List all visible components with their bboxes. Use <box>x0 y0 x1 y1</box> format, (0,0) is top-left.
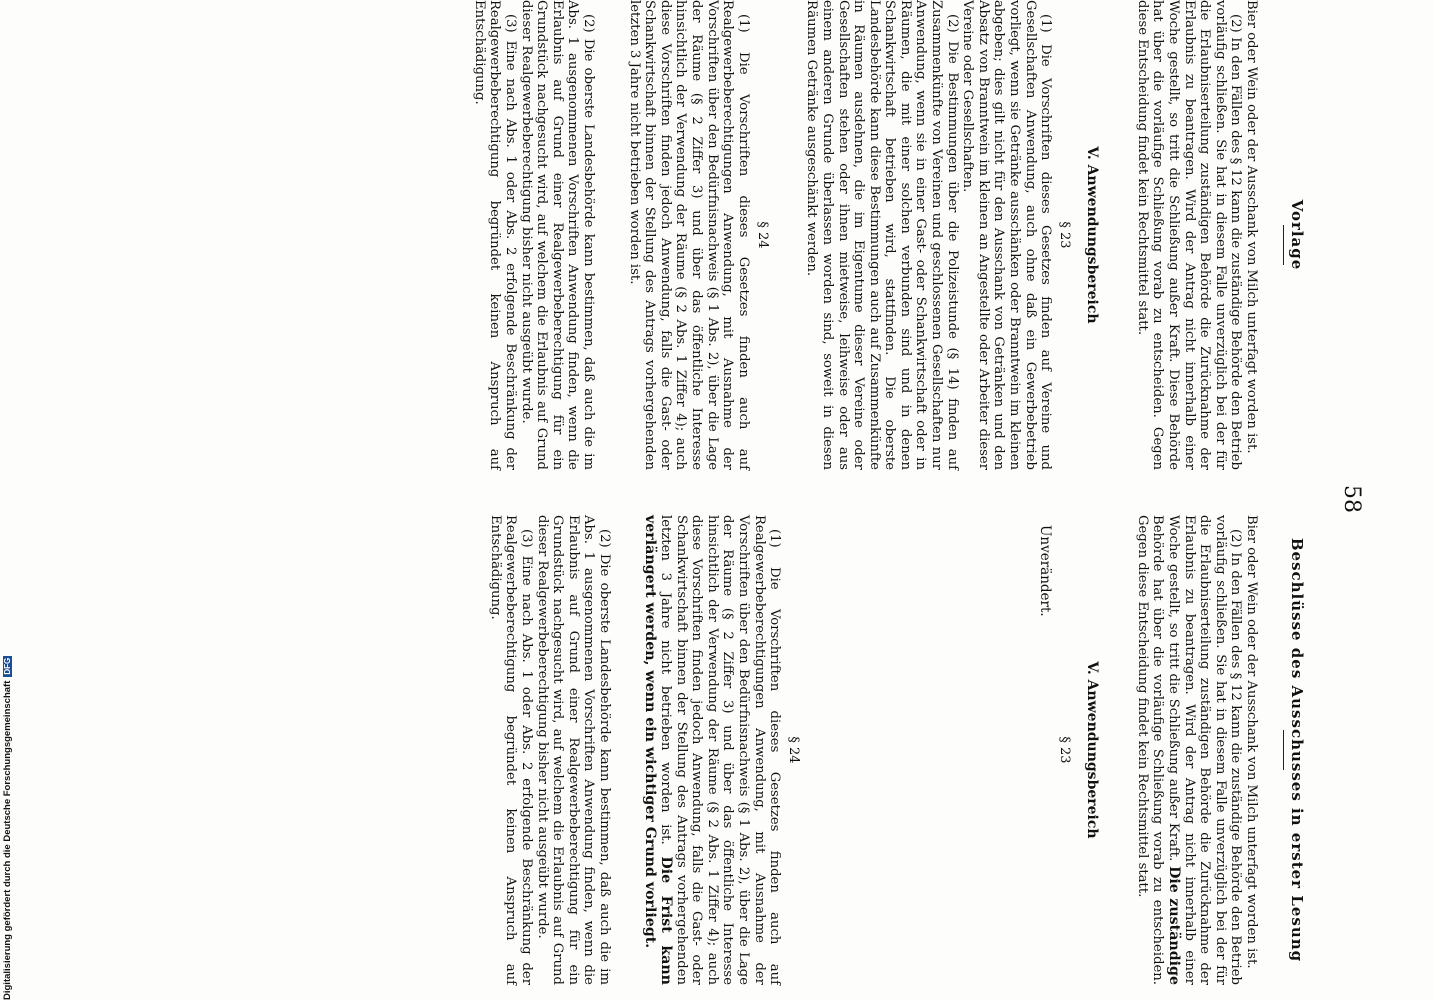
left-paragraph-23 <box>804 0 1054 470</box>
right-paragraph-24 <box>487 515 782 985</box>
right-top-paragraph-2-text: (2) In den Fällen des § 12 kann die zuständige Behörde den Betrieb vorläufig schließen. Sie hat in diesem Falle unverzüglich bei der für die Erlaubniserteilung zuständigen Behörde die Zurücknahme der Erlaubnis zu beantragen. Wird der Antrag nicht innerhalb einer Woche gestellt, so tritt die Schließung außer Kraft. <box>1166 515 1244 985</box>
left-p24-clause-2: (2) Die oberste Landesbehörde kann bestimmen, daß auch die im Abs. 1 ausgenommenen Vorschriften Anwendung finden, wenn die Erlaubnis auf Grund einer Realgewerbeberechtigung für ein Grundstück nachgesucht wird, auf welchem die Erlaubnis auf Grund dieser Realgewerbeberechtigung bisher nicht ausgeübt wurde. <box>518 0 596 470</box>
right-top-paragraph-1: Bier oder Wein oder der Ausschank von Milch unterfagt worden ist. <box>1244 515 1259 969</box>
right-header-rule <box>1283 730 1284 770</box>
left-paragraph-24-heading: § 24 <box>754 221 770 249</box>
right-top-paragraphs <box>1134 515 1259 985</box>
page-number: 58 <box>1339 485 1364 513</box>
left-top-paragraph-1: Bier oder Wein oder der Ausschank von Milch unterfagt worden ist. <box>1244 0 1259 454</box>
left-header-rule <box>1283 225 1284 265</box>
dfg-logo: DFG <box>3 657 12 675</box>
right-paragraph-24-heading: § 24 <box>786 736 802 764</box>
left-paragraph-23-heading: § 23 <box>1057 221 1073 249</box>
right-p24-clause-2: (2) Die oberste Landesbehörde kann bestimmen, daß auch die im Abs. 1 ausgenommenen Vorschriften Anwendung finden, wenn die Erlaubnis auf Grund einer Realgewerbeberechtigung für ein Grundstück nachgesucht wird, auf welchem die Erlaubnis auf Grund dieser Realgewerbeberechtigung bisher nicht ausgeübt wurde. <box>534 515 612 985</box>
right-column <box>487 515 1259 985</box>
right-p24-clause-1 <box>642 515 782 985</box>
right-top-paragraph-2 <box>1134 515 1243 985</box>
left-top-paragraphs <box>1134 0 1259 470</box>
footer-text: Digitalisierung gefördert durch die Deutsche Forschungsgemeinschaft <box>2 680 13 1000</box>
left-top-paragraph-2: (2) In den Fällen des § 12 kann die zuständige Behörde den Betrieb vorläufig schließen. Sie hat in diesem Falle unverzüglich bei der für die Erlaubniserteilung zuständigen Behörde die Zurücknahme der Erlaubnis zu beantragen. Wird der Antrag nicht innerhalb einer Woche gestellt, so tritt die Schließung außer Kraft. Diese Behörde hat über die vorläufige Schließung vorab zu entscheiden. Gegen diese Entscheidung findet kein Rechtsmittel statt. <box>1134 0 1244 470</box>
left-column <box>471 0 1259 470</box>
left-p23-clause-1: (1) Die Vorschriften dieses Gesetzes finden auf Vereine und Gesellschaften Anwendung, auch ohne daß ein Gewerbebetrieb vorliegt, wenn sie Getränke ausschänken oder Branntwein im kleinen abgeben; dies gilt nicht für den Ausschank von Getränken und den Absatz von Branntwein im kleinen an Angestellte oder Arbeiter dieser Vereine oder Gesellschaften. <box>960 0 1054 470</box>
left-column-header: Vorlage <box>1288 199 1306 271</box>
right-section-heading: V. Anwendungsbereich <box>1084 661 1101 839</box>
amendment-bold-2: Die Frist kann verlängert werden, wenn ein wichtiger Grund vorliegt. <box>642 515 675 985</box>
right-column-header: Beschlüsse des Ausschusses in erster Lesung <box>1288 537 1306 963</box>
right-top-paragraph-2-tail: Behörde hat über die vorläufige Schließung vorab zu entscheiden. Gegen diese Entscheidung findet kein Rechtsmittel statt. <box>1134 515 1166 985</box>
digitization-footer <box>2 0 14 1000</box>
right-p24-clause-3: (3) Eine nach Abs. 1 oder Abs. 2 erfolgende Beschränkung der Realgewerbeberechtigung begründet keinen Anspruch auf Entschädigung. <box>487 515 534 985</box>
left-p24-clause-1: (1) Die Vorschriften dieses Gesetzes finden auch auf Realgewerbeberechtigungen Anwendung, mit Ausnahme der Vorschriften über den Bedürfnisnachweis (§ 1 Abs. 2), über die Lage der Räume (§ 2 Ziffer 3) und über das öffentliche Interesse hinsichtlich der Verwendung der Räume (§ 2 Abs. 1 Ziffer 4); auch diese Vorschriften finden jedoch Anwendung, falls die Gast- oder Schankwirtschaft binnen der Stellung des Antrags vorhergehenden letzten 3 Jahre nicht betrieben worden ist. <box>626 0 751 470</box>
right-paragraph-23-heading: § 23 <box>1057 736 1073 764</box>
right-p24-clause-1-text: (1) Die Vorschriften dieses Gesetzes finden auch auf Realgewerbeberechtigungen Anwendung, mit Ausnahme der Vorschriften über den Bedürfnisnachweis (§ 1 Abs. 2), über die Lage der Räume (§ 2 Ziffer 3) und über das öffentliche Interesse hinsichtlich der Verwendung der Räume (§ 2 Abs. 1 Ziffer 4); auch diese Vorschriften finden jedoch Anwendung, falls die Gast- oder Schankwirtschaft binnen der Stellung des Antrags vorhergehenden letzten 3 Jahre nicht betrieben worden ist. <box>658 515 783 985</box>
left-section-heading: V. Anwendungsbereich <box>1084 146 1101 324</box>
left-paragraph-24 <box>471 0 751 470</box>
right-paragraph-23-unchanged: Unverändert. <box>1037 525 1054 617</box>
footer-line <box>2 10 13 1000</box>
amendment-bold-1: Die zuständige <box>1166 866 1183 985</box>
left-p24-clause-3: (3) Eine nach Abs. 1 oder Abs. 2 erfolgende Beschränkung der Realgewerbeberechtigung begründet keinen Anspruch auf Entschädigung. <box>471 0 519 470</box>
left-p23-clause-2: (2) Die Bestimmungen über die Polizeistunde (§ 14) finden auf Zusammenkünfte von Vereinen und geschlossenen Gesellschaften nur Anwendung, wenn sie in einer Gast- oder Schankwirtschaft oder in Räumen, die mit einer solchen verbunden sind und in denen Schankwirtschaft betrieben wird, stattfinden. Die oberste Landesbehörde kann diese Bestimmungen auch auf Zusammenkünfte in Räumen ausdehnen, die im Eigentume dieser Vereine oder Gesellschaften stehen oder ihnen mietweise, leihweise oder aus einem anderen Grunde überlassen worden sind, soweit in diesen Räumen Getränke ausgeschänkt werden. <box>804 0 960 470</box>
